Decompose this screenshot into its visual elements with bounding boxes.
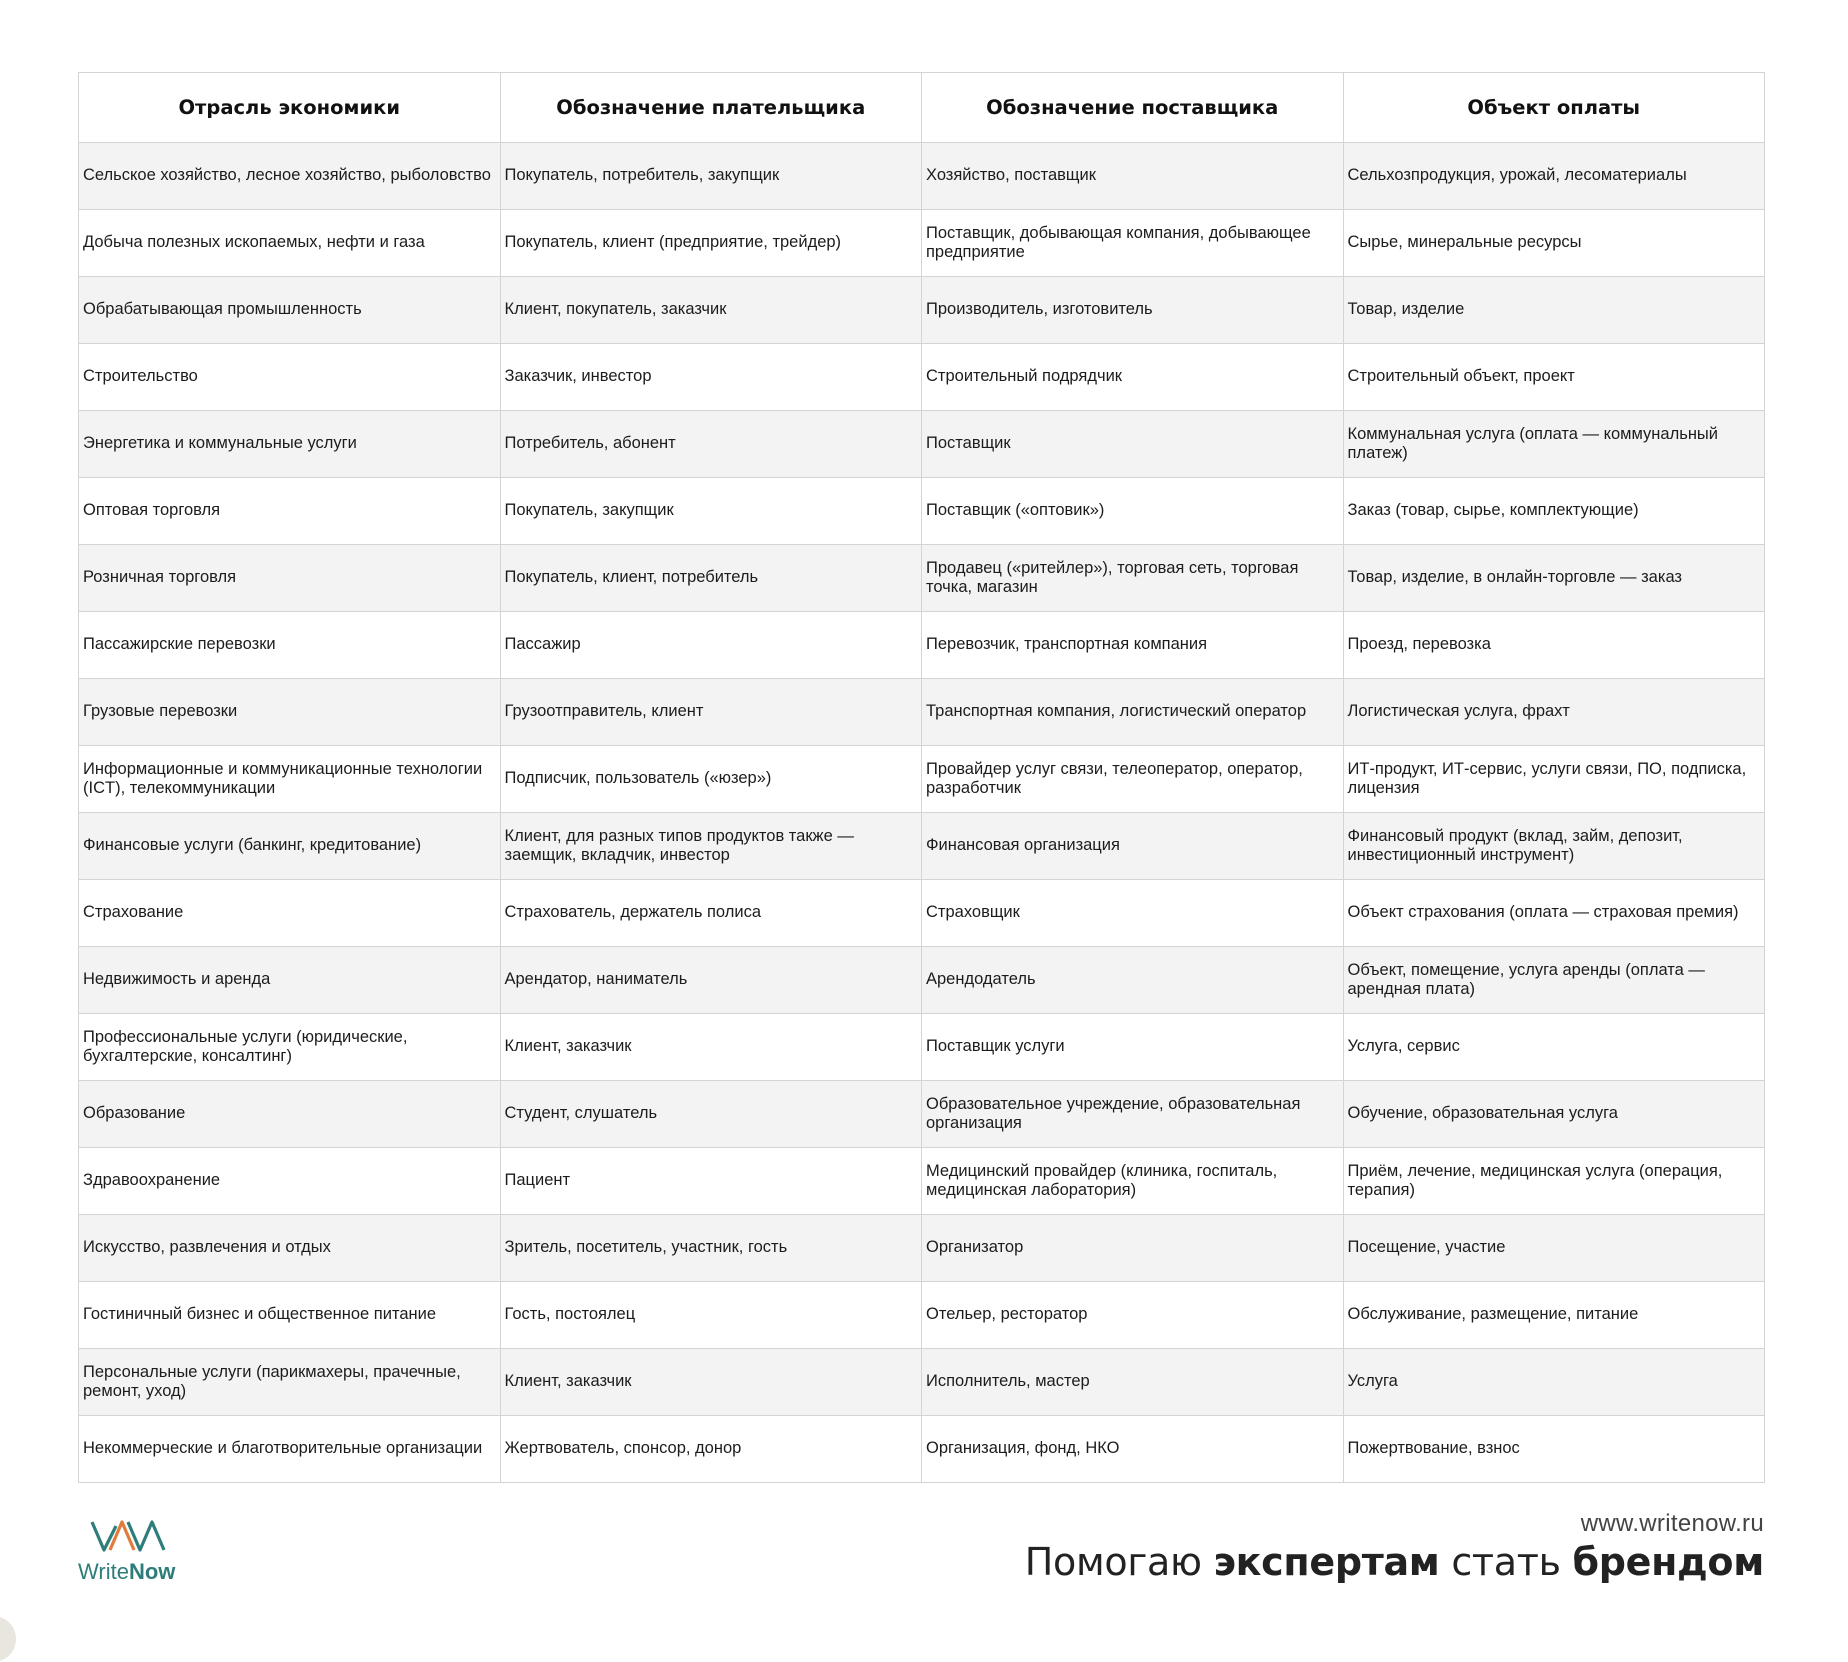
cell-payment-object: Приём, лечение, медицинская услуга (операция, терапия) xyxy=(1343,1148,1765,1215)
cell-industry: Образование xyxy=(79,1081,501,1148)
header-payment-object: Объект оплаты xyxy=(1343,73,1765,143)
table-row xyxy=(79,813,1765,880)
cell-supplier: Исполнитель, мастер xyxy=(922,1349,1344,1416)
cell-payer: Покупатель, клиент (предприятие, трейдер) xyxy=(500,210,922,277)
cell-industry: Обрабатывающая промышленность xyxy=(79,277,501,344)
table-row xyxy=(79,1416,1765,1483)
cell-payment-object: Сырье, минеральные ресурсы xyxy=(1343,210,1765,277)
cell-payer: Зритель, посетитель, участник, гость xyxy=(500,1215,922,1282)
cell-supplier: Финансовая организация xyxy=(922,813,1344,880)
table-row xyxy=(79,478,1765,545)
header-payer: Обозначение плательщика xyxy=(500,73,922,143)
cell-payment-object: Обучение, образовательная услуга xyxy=(1343,1081,1765,1148)
table-row xyxy=(79,277,1765,344)
cell-industry: Недвижимость и аренда xyxy=(79,947,501,1014)
cell-payment-object: Финансовый продукт (вклад, займ, депозит, инвестиционный инструмент) xyxy=(1343,813,1765,880)
cell-industry: Страхование xyxy=(79,880,501,947)
cell-payer: Заказчик, инвестор xyxy=(500,344,922,411)
table-row xyxy=(79,143,1765,210)
cell-payer: Потребитель, абонент xyxy=(500,411,922,478)
cell-supplier: Арендодатель xyxy=(922,947,1344,1014)
cell-supplier: Отельер, ресторатор xyxy=(922,1282,1344,1349)
table-row xyxy=(79,1014,1765,1081)
table-row xyxy=(79,1282,1765,1349)
table-row xyxy=(79,880,1765,947)
cell-industry: Пассажирские перевозки xyxy=(79,612,501,679)
cell-payer: Подписчик, пользователь («юзер») xyxy=(500,746,922,813)
cell-supplier: Поставщик услуги xyxy=(922,1014,1344,1081)
table-row xyxy=(79,1081,1765,1148)
cell-payment-object: ИТ-продукт, ИТ-сервис, услуги связи, ПО, подписка, лицензия xyxy=(1343,746,1765,813)
cell-industry: Некоммерческие и благотворительные организации xyxy=(79,1416,501,1483)
tagline-part-2: экспертам xyxy=(1213,1540,1440,1584)
tagline-part-4: брендом xyxy=(1572,1540,1764,1584)
cell-payment-object: Логистическая услуга, фрахт xyxy=(1343,679,1765,746)
cell-payer: Гость, постоялец xyxy=(500,1282,922,1349)
cell-payment-object: Объект, помещение, услуга аренды (оплата — арендная плата) xyxy=(1343,947,1765,1014)
table-row xyxy=(79,1148,1765,1215)
cell-supplier: Хозяйство, поставщик xyxy=(922,143,1344,210)
cell-industry: Розничная торговля xyxy=(79,545,501,612)
cell-industry: Энергетика и коммунальные услуги xyxy=(79,411,501,478)
cell-payment-object: Объект страхования (оплата — страховая премия) xyxy=(1343,880,1765,947)
cell-payment-object: Товар, изделие, в онлайн-торговле — заказ xyxy=(1343,545,1765,612)
cell-payment-object: Сельхозпродукция, урожай, лесоматериалы xyxy=(1343,143,1765,210)
tagline-part-1: Помогаю xyxy=(1024,1540,1214,1584)
cell-industry: Персональные услуги (парикмахеры, прачечные, ремонт, уход) xyxy=(79,1349,501,1416)
cell-payment-object: Посещение, участие xyxy=(1343,1215,1765,1282)
header-row xyxy=(79,73,1765,143)
cell-payer: Клиент, для разных типов продуктов также — заемщик, вкладчик, инвестор xyxy=(500,813,922,880)
table-row xyxy=(79,545,1765,612)
table-row xyxy=(79,679,1765,746)
cell-industry: Информационные и коммуникационные технологии (ICT), телекоммуникации xyxy=(79,746,501,813)
cell-payer: Страхователь, держатель полиса xyxy=(500,880,922,947)
cell-supplier: Медицинский провайдер (клиника, госпиталь, медицинская лаборатория) xyxy=(922,1148,1344,1215)
website-link[interactable]: www.writenow.ru xyxy=(1580,1510,1764,1537)
cell-payer: Пассажир xyxy=(500,612,922,679)
cell-payer: Покупатель, закупщик xyxy=(500,478,922,545)
cell-payment-object: Проезд, перевозка xyxy=(1343,612,1765,679)
logo-text-now: Now xyxy=(128,1559,176,1584)
table-row xyxy=(79,210,1765,277)
cell-payment-object: Строительный объект, проект xyxy=(1343,344,1765,411)
cell-payer: Клиент, заказчик xyxy=(500,1349,922,1416)
cell-payment-object: Коммунальная услуга (оплата — коммунальный платеж) xyxy=(1343,411,1765,478)
tagline xyxy=(1025,1540,1764,1584)
writenow-logo xyxy=(78,1516,188,1582)
cell-payer: Грузоотправитель, клиент xyxy=(500,679,922,746)
header-industry: Отрасль экономики xyxy=(79,73,501,143)
cell-payer: Покупатель, клиент, потребитель xyxy=(500,545,922,612)
table-row xyxy=(79,947,1765,1014)
decorative-corner xyxy=(0,1616,16,1662)
cell-supplier: Поставщик xyxy=(922,411,1344,478)
cell-industry: Строительство xyxy=(79,344,501,411)
cell-supplier: Организатор xyxy=(922,1215,1344,1282)
cell-payment-object: Товар, изделие xyxy=(1343,277,1765,344)
cell-supplier: Поставщик («оптовик») xyxy=(922,478,1344,545)
table-row xyxy=(79,612,1765,679)
cell-payer: Студент, слушатель xyxy=(500,1081,922,1148)
logo-text xyxy=(78,1559,175,1585)
cell-payer: Клиент, покупатель, заказчик xyxy=(500,277,922,344)
cell-supplier: Продавец («ритейлер»), торговая сеть, торговая точка, магазин xyxy=(922,545,1344,612)
industry-table xyxy=(78,72,1765,1483)
logo-text-write: Write xyxy=(78,1559,129,1584)
cell-industry: Оптовая торговля xyxy=(79,478,501,545)
cell-payment-object: Пожертвование, взнос xyxy=(1343,1416,1765,1483)
cell-supplier: Поставщик, добывающая компания, добывающее предприятие xyxy=(922,210,1344,277)
cell-industry: Добыча полезных ископаемых, нефти и газа xyxy=(79,210,501,277)
table-body xyxy=(79,143,1765,1483)
cell-payer: Арендатор, наниматель xyxy=(500,947,922,1014)
cell-industry: Здравоохранение xyxy=(79,1148,501,1215)
cell-payer: Жертвователь, спонсор, донор xyxy=(500,1416,922,1483)
table-row xyxy=(79,1215,1765,1282)
cell-industry: Гостиничный бизнес и общественное питание xyxy=(79,1282,501,1349)
cell-industry: Финансовые услуги (банкинг, кредитование) xyxy=(79,813,501,880)
cell-payment-object: Услуга xyxy=(1343,1349,1765,1416)
industry-table-container xyxy=(78,72,1764,1483)
cell-supplier: Транспортная компания, логистический оператор xyxy=(922,679,1344,746)
cell-industry: Грузовые перевозки xyxy=(79,679,501,746)
table-header xyxy=(79,73,1765,143)
cell-supplier: Строительный подрядчик xyxy=(922,344,1344,411)
cell-payer: Покупатель, потребитель, закупщик xyxy=(500,143,922,210)
cell-industry: Искусство, развлечения и отдых xyxy=(79,1215,501,1282)
table-row xyxy=(79,344,1765,411)
cell-supplier: Производитель, изготовитель xyxy=(922,277,1344,344)
cell-supplier: Страховщик xyxy=(922,880,1344,947)
table-row xyxy=(79,411,1765,478)
cell-payment-object: Заказ (товар, сырье, комплектующие) xyxy=(1343,478,1765,545)
cell-payment-object: Услуга, сервис xyxy=(1343,1014,1765,1081)
cell-payment-object: Обслуживание, размещение, питание xyxy=(1343,1282,1765,1349)
cell-supplier: Образовательное учреждение, образовательная организация xyxy=(922,1081,1344,1148)
cell-industry: Профессиональные услуги (юридические, бухгалтерские, консалтинг) xyxy=(79,1014,501,1081)
cell-payer: Пациент xyxy=(500,1148,922,1215)
header-supplier: Обозначение поставщика xyxy=(922,73,1344,143)
cell-supplier: Провайдер услуг связи, телеоператор, оператор, разработчик xyxy=(922,746,1344,813)
writenow-logo-icon xyxy=(90,1516,168,1554)
cell-supplier: Перевозчик, транспортная компания xyxy=(922,612,1344,679)
table-row xyxy=(79,1349,1765,1416)
table-row xyxy=(79,746,1765,813)
cell-industry: Сельское хозяйство, лесное хозяйство, рыболовство xyxy=(79,143,501,210)
cell-payer: Клиент, заказчик xyxy=(500,1014,922,1081)
tagline-part-3: стать xyxy=(1439,1540,1573,1584)
cell-supplier: Организация, фонд, НКО xyxy=(922,1416,1344,1483)
